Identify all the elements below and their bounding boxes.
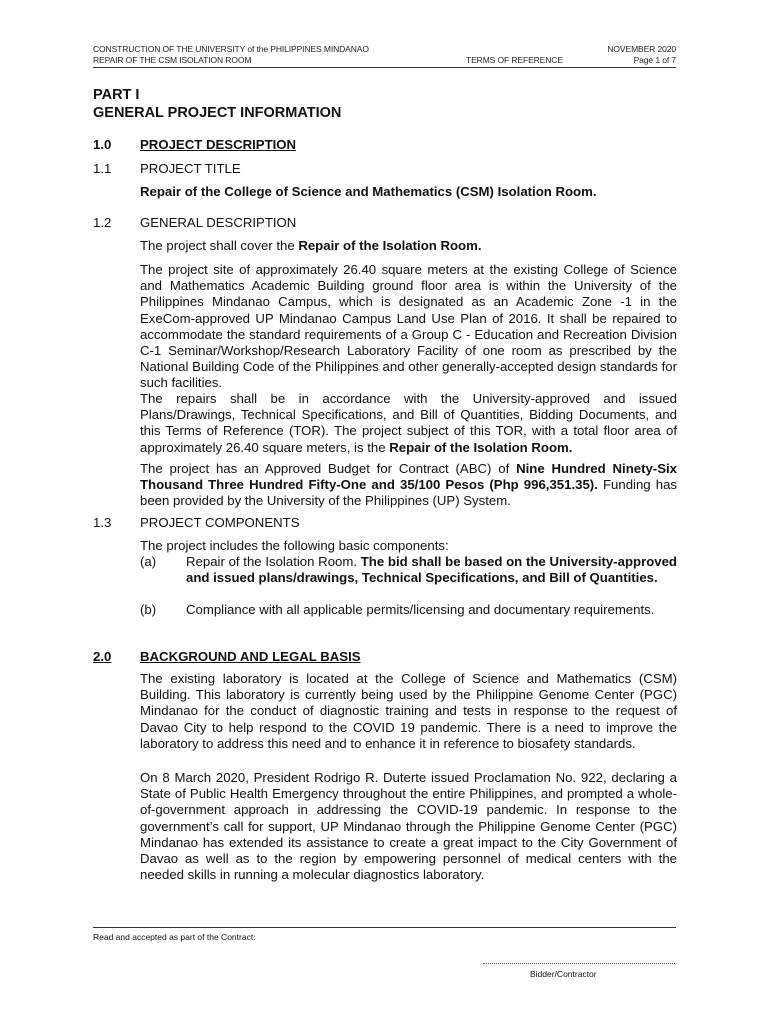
text-span: The project shall cover the — [140, 238, 299, 253]
section-title: PROJECT DESCRIPTION — [140, 137, 297, 152]
text-bold: The bid shall be based on the University-approved and issued plans/drawings, Technical Specifications, and Bill of Quantities. — [186, 554, 677, 586]
background-paragraph-2: On 8 March 2020, President Rodrigo R. Duterte issued Proclamation No. 922, declaring a State of Public Health Emergency throughout the entire Philippines, and prompted a whole-of-government approach in addressing the COVID-19 pandemic. In response to the government’s call for support, UP Mindanao through the Philippine Genome Center (PGC) Mindanao has extended its assistance to create a great impact to the City Government of Davao as well as to the region by empowering personnel of medical centers with the needed skills in running a molecular diagnostics laboratory. — [140, 770, 677, 883]
text-span: Repair of the Isolation Room. — [186, 554, 361, 569]
subsection-number: 1.3 — [93, 515, 112, 530]
part-title: GENERAL PROJECT INFORMATION — [93, 104, 342, 121]
header-line-2: REPAIR OF THE CSM ISOLATION ROOM — [93, 55, 252, 65]
list-item-marker: (b) — [140, 602, 157, 617]
signature-label: Bidder/Contractor — [530, 969, 597, 979]
text-bold: Nine Hundred Ninety-Six Thousand Three Hundred Fifty-One and 35/100 Pesos (Php 996,351.35). — [140, 461, 677, 493]
description-paragraph-3 — [140, 391, 677, 456]
header-date: NOVEMBER 2020 — [607, 44, 676, 54]
components-intro: The project includes the following basic components: — [140, 538, 449, 553]
part-heading — [93, 87, 341, 122]
list-item-text — [186, 554, 677, 586]
subsection-title: PROJECT TITLE — [140, 161, 241, 176]
subsection-number: 1.1 — [93, 161, 112, 176]
list-item-text: Compliance with all applicable permits/licensing and documentary requirements. — [186, 602, 655, 617]
text-span: The repairs shall be in accordance with the University-approved and issued Plans/Drawings, Technical Specifications, and Bill of Quantities, Bidding Documents, and this Terms of Reference (TOR). The project subject of this TOR, with a total floor area of approximately 26.40 square meters, is the — [140, 391, 677, 455]
header-doc-type: TERMS OF REFERENCE — [466, 55, 563, 65]
description-paragraph-4 — [140, 461, 677, 510]
header-line-1: CONSTRUCTION OF THE UNIVERSITY of the PHILIPPINES MINDANAO — [93, 44, 369, 54]
background-paragraph-1: The existing laboratory is located at the College of Science and Mathematics (CSM) Building. This laboratory is currently being used by the Philippine Genome Center (PGC) Mindanao for the conduct of diagnostic training and tests in response to the request of Davao City to help respond to the COVID 19 pandemic. There is a need to improve the laboratory to address this need and to enhance it in reference to biosafety standards. — [140, 671, 677, 751]
subsection-number: 1.2 — [93, 215, 112, 230]
description-paragraph-2: The project site of approximately 26.40 square meters at the existing College of Science and Mathematics Academic Building ground floor area is within the University of the Philippines Mindanao Campus, which is designated as an Academic Zone -1 in the ExeCom-approved UP Mindanao Campus Land Use Plan of 2016. It shall be repaired to accommodate the standard requirements of a Group C - Education and Recreation Division C-1 Seminar/Workshop/Research Laboratory Facility of one room as prescribed by the National Building Code of the Philippines and other generally-accepted design standards for such facilities. — [140, 262, 677, 391]
project-title-text: Repair of the College of Science and Mathematics (CSM) Isolation Room. — [140, 184, 597, 199]
section-number: 1.0 — [93, 137, 112, 152]
section-title: BACKGROUND AND LEGAL BASIS — [140, 649, 361, 664]
subsection-title: GENERAL DESCRIPTION — [140, 215, 297, 230]
text-bold: Repair of the Isolation Room. — [298, 238, 482, 253]
footer-divider — [93, 927, 676, 928]
text-span: Funding has been provided by the University of the Philippines (UP) System. — [140, 477, 677, 509]
description-paragraph-1 — [140, 238, 677, 254]
header-page-number: Page 1 of 7 — [633, 55, 676, 65]
signature-line — [483, 963, 675, 964]
subsection-title: PROJECT COMPONENTS — [140, 515, 300, 530]
text-span: The project has an Approved Budget for Contract (ABC) of — [140, 461, 517, 476]
section-number: 2.0 — [93, 649, 112, 664]
header-date-page — [560, 44, 676, 66]
list-item-marker: (a) — [140, 554, 157, 569]
header-divider — [93, 67, 676, 68]
text-bold: Repair of the Isolation Room. — [389, 439, 573, 455]
footer-acceptance-note: Read and accepted as part of the Contract: — [93, 932, 256, 942]
header-project-info — [93, 44, 369, 66]
part-label: PART I — [93, 87, 140, 103]
